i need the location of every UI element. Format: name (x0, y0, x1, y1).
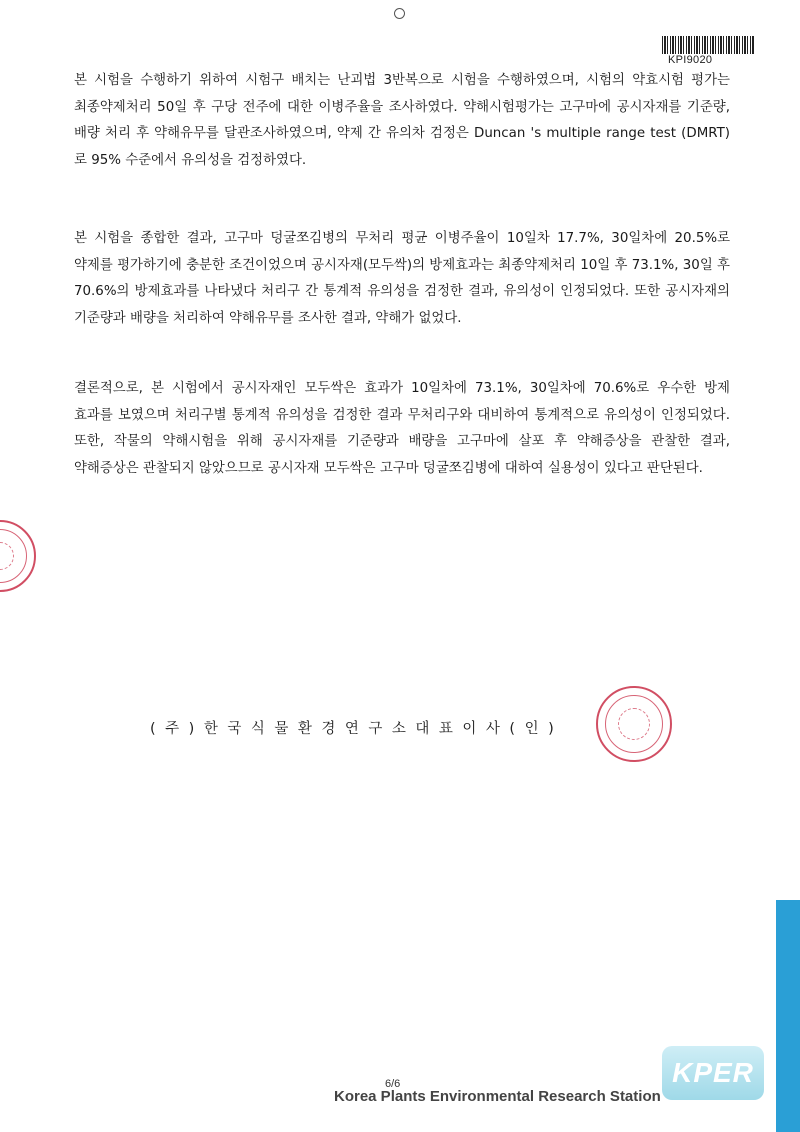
paragraph-method: 본 시험을 수행하기 위하여 시험구 배치는 난괴법 3반복으로 시험을 수행하였으며, 시험의 약효시험 평가는 최종약제처리 50일 후 구당 전주에 대한 이병주율을 조사하였다. 약해시험평가는 고구마에 공시자재를 기준량, 배량 처리 후 약해유무를 달관조사하였으며, 약제 간 유의차 검정은 Duncan 's multiple range test (DMRT)로 95% 수준에서 유의성을 검정하였다. (74, 73, 730, 168)
red-seal-stamp-side (0, 520, 36, 592)
page-number: 6/6 (385, 1078, 401, 1090)
document-code: KPI9020 (668, 54, 713, 66)
signature-line: (주)한국식물환경연구소대표이사(인) (150, 721, 564, 737)
paragraph-conclusion: 결론적으로, 본 시험에서 공시자재인 모두싹은 효과가 10일차에 73.1%, 30일차에 70.6%로 우수한 방제 효과를 보였으며 처리구별 통계적 유의성을 검정한 결과 무처리구와 대비하여 통계적으로 유의성이 인정되었다. 또한, 작물의 약해시험을 위해 공시자재를 기준량과 배량을 고구마에 살포 후 약해증상을 관찰한 결과, 약해증상은 관찰되지 않았으므로 공시자재 모두싹은 고구마 덩굴쪼김병에 대하여 실용성이 있다고 판단된다. (74, 381, 730, 476)
side-color-strip (776, 900, 800, 1132)
paragraph-results: 본 시험을 종합한 결과, 고구마 덩굴쪼김병의 무처리 평균 이병주율이 10일차 17.7%, 30일차에 20.5%로 약제를 평가하기에 충분한 조건이었으며 공시자재(모두싹)의 방제효과는 최종약제처리 10일 후 73.1%, 30일 후 70.6%의 방제효과를 나타냈다 처리구 간 통계적 유의성을 검정한 결과, 유의성이 인정되었다. 또한 공시자재의 기준량과 배량을 처리하여 약해유무를 조사한 결과, 약해가 없었다. (74, 231, 730, 326)
barcode (662, 36, 754, 54)
kper-logo: KPER (662, 1046, 764, 1100)
punch-hole-mark (394, 8, 405, 19)
red-seal-stamp (596, 686, 672, 762)
footer-organization: Korea Plants Environmental Research Station (334, 1088, 661, 1105)
